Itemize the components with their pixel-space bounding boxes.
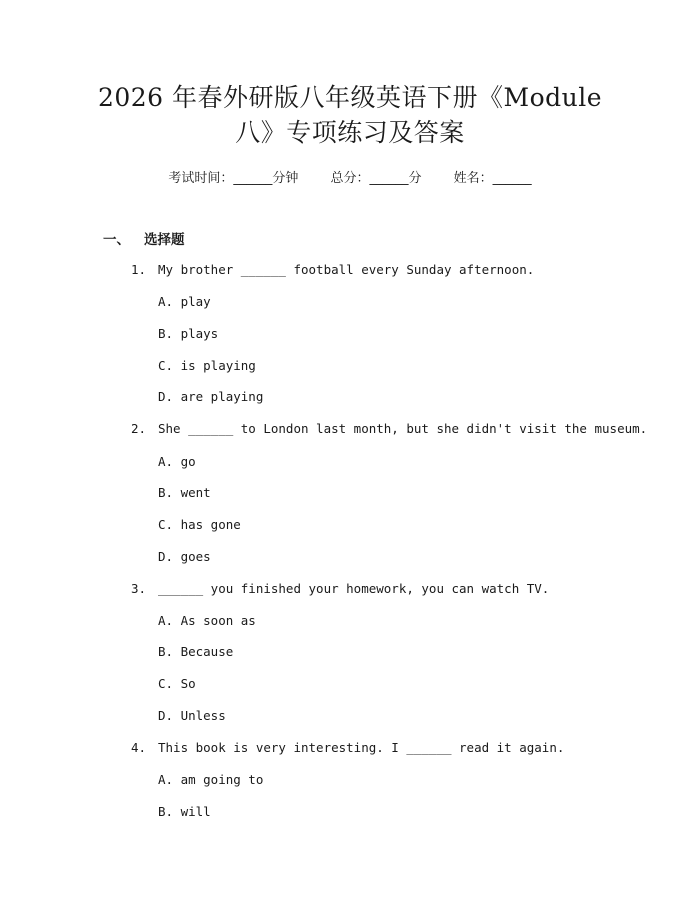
answer-option: B. went [158, 485, 211, 500]
total-score-field: 总分：______分 [330, 171, 422, 186]
question-number: 4. [131, 740, 147, 755]
answer-option: A. go [158, 454, 196, 469]
section-heading [103, 228, 185, 248]
answer-option: D. are playing [158, 389, 264, 404]
answer-option: A. As soon as [158, 613, 256, 628]
answer-option: B. will [158, 804, 211, 819]
question-text: She ______ to London last month, but she didn't visit the museum. [158, 421, 648, 436]
question-text: This book is very interesting. I ______ read it again. [158, 740, 565, 755]
question-text: My brother ______ football every Sunday afternoon. [158, 262, 535, 277]
answer-option: A. play [158, 294, 211, 309]
answer-option: B. Because [158, 644, 234, 659]
answer-option: C. is playing [158, 358, 256, 373]
question-number: 3. [131, 581, 147, 596]
section-title: 选择题 [144, 232, 185, 248]
answer-option: C. So [158, 676, 196, 691]
question-text: ______ you finished your homework, you can watch TV. [158, 581, 550, 596]
answer-option: D. goes [158, 549, 211, 564]
exam-time-field: 考试时间：______分钟 [168, 171, 299, 186]
question-number: 2. [131, 421, 147, 436]
question-number: 1. [131, 262, 147, 277]
document-title-line-1: 2026 年春外研版八年级英语下册《Module [97, 83, 603, 112]
answer-option: A. am going to [158, 772, 264, 787]
answer-option: C. has gone [158, 517, 241, 532]
answer-option: D. Unless [158, 708, 226, 723]
section-number: 一、 [103, 232, 130, 248]
student-name-field: 姓名：______ [453, 171, 532, 186]
answer-option: B. plays [158, 326, 219, 341]
exam-info [0, 167, 700, 186]
document-title-line-2: 八》专项练习及答案 [235, 118, 465, 147]
